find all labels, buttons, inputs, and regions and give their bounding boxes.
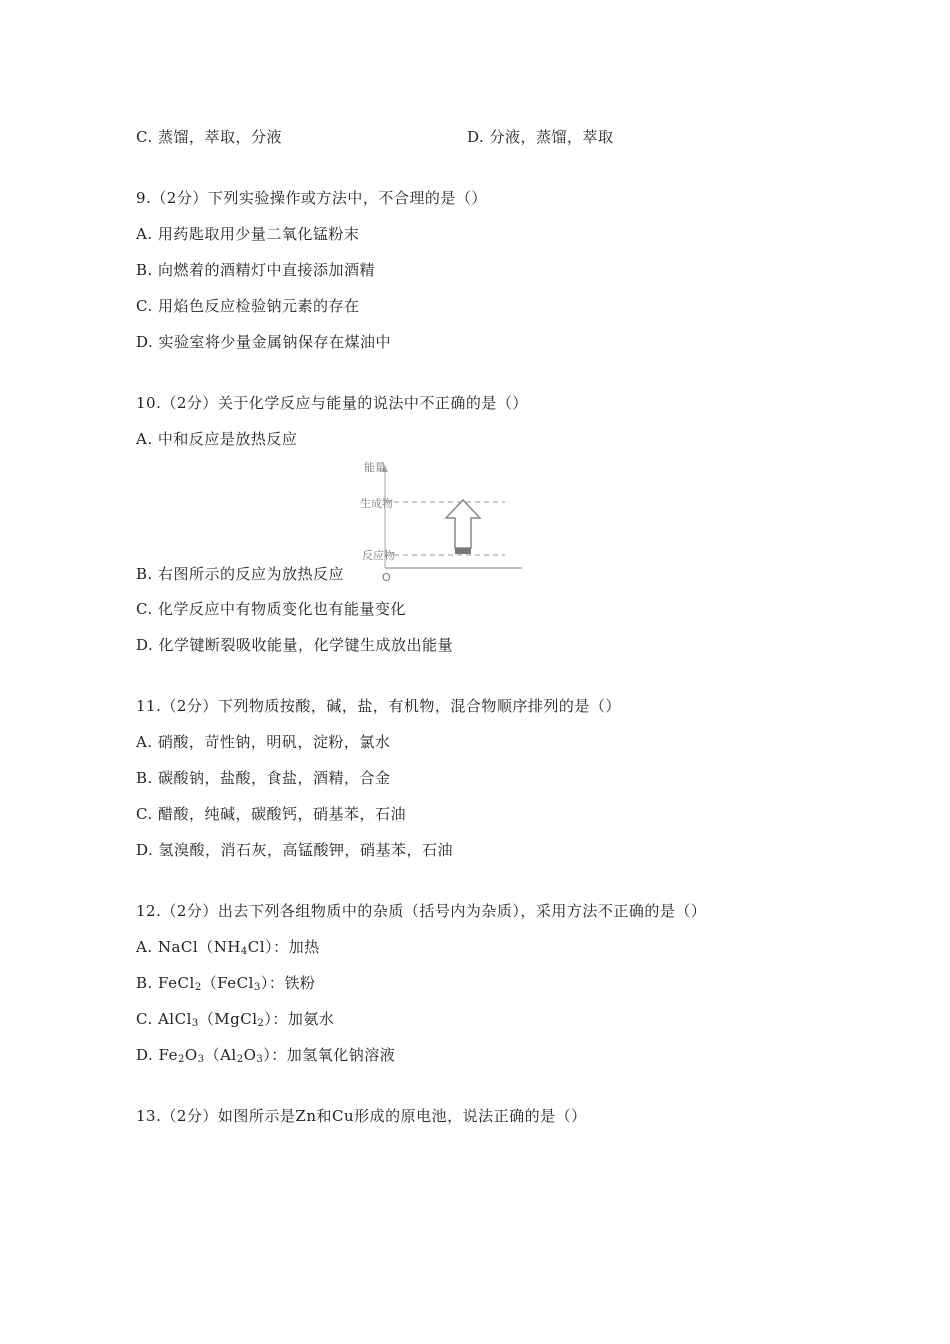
reactant-label: 反应物	[362, 549, 395, 562]
q10-stem: 10.（2分）关于化学反应与能量的说法中不正确的是（）	[136, 394, 528, 412]
q11-option-a: A. 硝酸，苛性钠，明矾，淀粉，氯水	[136, 733, 391, 751]
q11-option-c: C. 醋酸，纯碱，碳酸钙，硝基苯，石油	[136, 805, 406, 823]
q12-option-a: A. $NaCl(NH_4Cl)$：加热	[136, 938, 320, 957]
q9-option-c: C. 用焰色反应检验钠元素的存在	[136, 297, 360, 315]
q10-option-a: A. 中和反应是放热反应	[136, 430, 298, 448]
q9-option-d: D. 实验室将少量金属钠保存在煤油中	[136, 333, 392, 351]
q12-option-d: D. $Fe_2O_3(Al_2O_3)$：加氢氧化钠溶液	[136, 1046, 396, 1065]
origin-label: O	[382, 571, 391, 584]
q11-option-b: B. 碳酸钠，盐酸，食盐，酒精，合金	[136, 769, 391, 787]
q9-option-a: A. 用药匙取用少量二氧化锰粉末	[136, 225, 360, 243]
q12-option-c: C. AlCl$_3$（MgCl$_2$）：加氨水	[136, 1010, 335, 1029]
y-axis-label: 能量	[364, 461, 386, 474]
q12-option-b: B. FeCl$_2$（FeCl$_3$）：铁粉	[136, 974, 316, 993]
q10-option-b: B. 右图所示的反应为放热反应	[136, 565, 345, 583]
q9-stem: 9.（2分）下列实验操作或方法中，不合理的是（）	[136, 189, 487, 207]
product-label: 生成物	[360, 497, 393, 510]
arrow-base-block	[455, 548, 471, 554]
q8-option-c: C. 蒸馏，萃取，分液	[136, 128, 282, 146]
q11-option-d: D. 氢溴酸，消石灰，高锰酸钾，硝基苯，石油	[136, 841, 454, 859]
q9-option-b: B. 向燃着的酒精灯中直接添加酒精	[136, 261, 376, 279]
q12-stem: 12.（2分）出去下列各组物质中的杂质（括号内为杂质），采用方法不正确的是（）	[136, 902, 707, 920]
energy-increase-arrow	[446, 500, 480, 548]
q10-option-c: C. 化学反应中有物质变化也有能量变化	[136, 600, 406, 618]
q13-stem: 13.（2分）如图所示是Zn和Cu形成的原电池，说法正确的是（）	[136, 1107, 587, 1125]
q8-option-d: D. 分液，蒸馏，萃取	[467, 128, 614, 146]
q11-stem: 11.（2分）下列物质按酸，碱，盐，有机物，混合物顺序排列的是（）	[136, 697, 621, 715]
energy-level-diagram	[360, 460, 530, 585]
q10-option-d: D. 化学键断裂吸收能量，化学键生成放出能量	[136, 636, 454, 654]
